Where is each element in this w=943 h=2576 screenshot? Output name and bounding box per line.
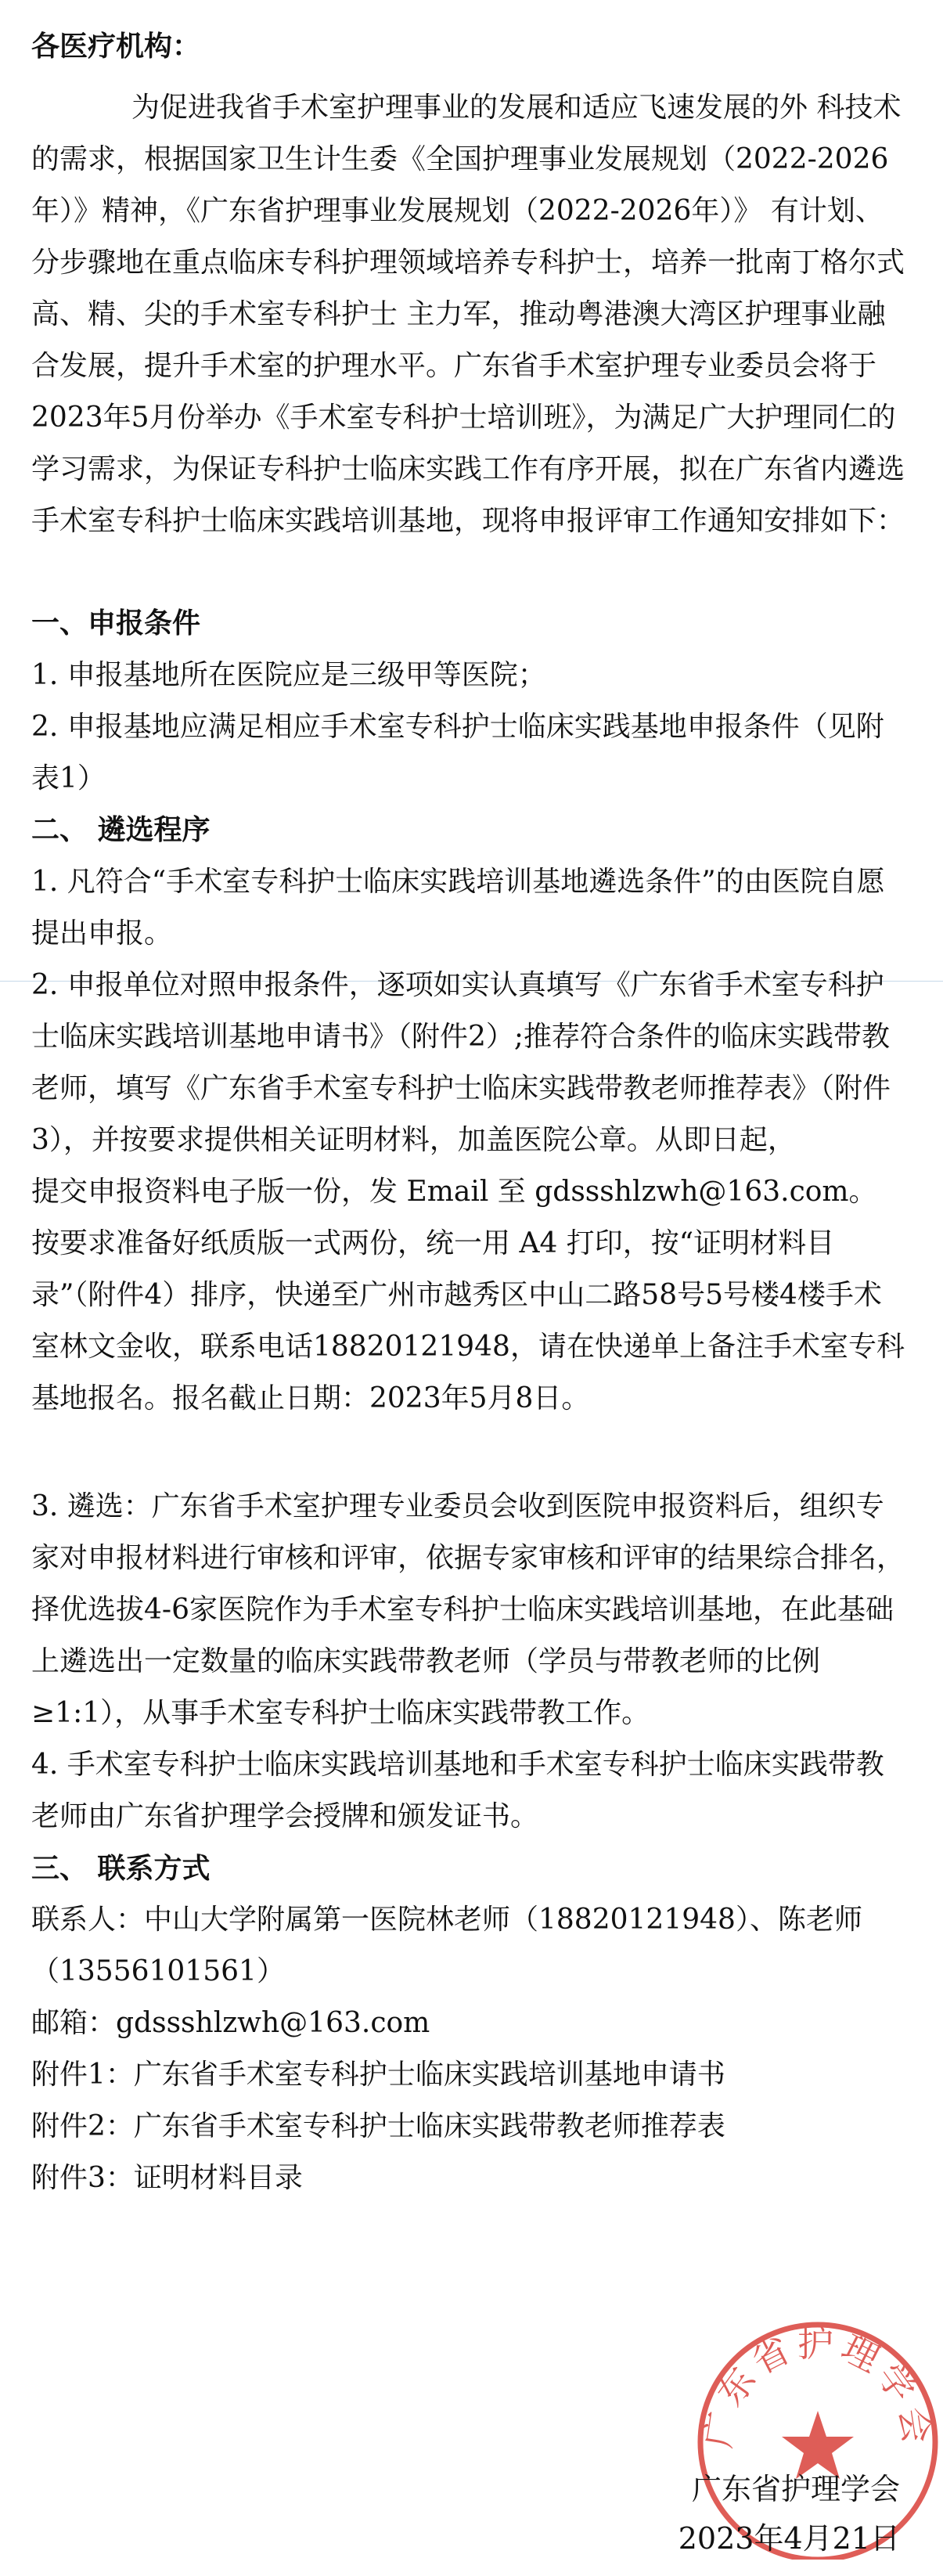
- section-1-title: 一、申报条件: [31, 607, 201, 639]
- email-line: 邮箱：gdssshlzwh@163.com: [31, 2007, 430, 2039]
- s2-item-3: 3. 遴选：广东省手术室护理专业委员会收到医院申报资料后，组织专家对申报材料进行审核和评审，依据专家审核和评审的结果综合排名，择优选拔4-6家医院作为手术室专科护士临床实践培训基地，在此基础上遴选出一定数量的临床实践带教老师（学员与带教老师的比例≥1:1），从事手术室专科护士临床实践带教工作。: [31, 1490, 905, 1729]
- s2-item-1: 1. 凡符合“手术室专科护士临床实践培训基地遴选条件”的由医院自愿提出申报。: [31, 866, 885, 949]
- s1-item-1: 1. 申报基地所在医院应是三级甲等医院；: [31, 659, 546, 691]
- section-3-title: 三、 联系方式: [31, 1852, 211, 1885]
- greeting: 各医疗机构：: [31, 30, 201, 63]
- attachment-1: 附件1：广东省手术室专科护士临床实践培训基地申请书: [31, 2059, 725, 2091]
- seal-text: 广东省护理学会: [696, 2322, 940, 2451]
- s2-item-4: 4. 手术室专科护士临床实践培训基地和手术室专科护士临床实践带教老师由广东省护理学会授牌和颁发证书。: [31, 1749, 884, 1832]
- s2-item-2: 2. 申报单位对照申报条件，逐项如实认真填写《广东省手术室专科护士临床实践培训基地申请书》（附件2）;推荐符合条件的临床实践带教老师，填写《广东省手术室专科护士临床实践带教老师推荐表》（附件3），并按要求提供相关证明材料，加盖医院公章。从即日起，: [31, 969, 891, 1156]
- s2-submission-paragraph: 提交申报资料电子版一份，发 Email 至 gdssshlzwh@163.com。 按要求准备好纸质版一式两份，统一用 A4 打印，按“证明材料目录”（附件4）排序，快递至广州市越秀区中山二路58号5号楼4楼手术室林文金收，联系电话18820121948，请在快递单上备注手术室专科基地报名。报名截止日期：2023年5月8日。: [31, 1176, 905, 1414]
- signature-date: 2023年4月21日: [678, 2521, 900, 2556]
- contact-line: 联系人：中山大学附属第一医院林老师（18820121948）、陈老师（13556101561）: [31, 1904, 862, 1987]
- intro-paragraph: 为促进我省手术室护理事业的发展和适应飞速发展的外 科技术的需求，根据国家卫生计生委《全国护理事业发展规划（2022-2026年）》精神，《广东省护理事业发展规划（2022-2026年）》 有计划、分步骤地在重点临床专科护理领域培养专科护士，培养一批南丁格尔式高、精、尖的手术室专科护士 主力军，推动粤港澳大湾区护理事业融合发展，提升手术室的护理水平。广东省手术室护理专业委员会将于2023年5月份举办《手术室专科护士培训班》，为满足广大护理同仁的学习需求，为保证专科护士临床实践工作有序开展，拟在广东省内遴选手术室专科护士临床实践培训基地，现将申报评审工作通知安排如下：: [31, 92, 905, 537]
- section-2-title: 二、 遴选程序: [31, 813, 211, 846]
- signature-org: 广东省护理学会: [691, 2472, 900, 2506]
- s1-item-2: 2. 申报基地应满足相应手术室专科护士临床实践基地申报条件（见附表1）: [31, 711, 884, 794]
- attachment-2: 附件2：广东省手术室专科护士临床实践带教老师推荐表: [31, 2110, 725, 2142]
- attachment-3: 附件3：证明材料目录: [31, 2162, 303, 2194]
